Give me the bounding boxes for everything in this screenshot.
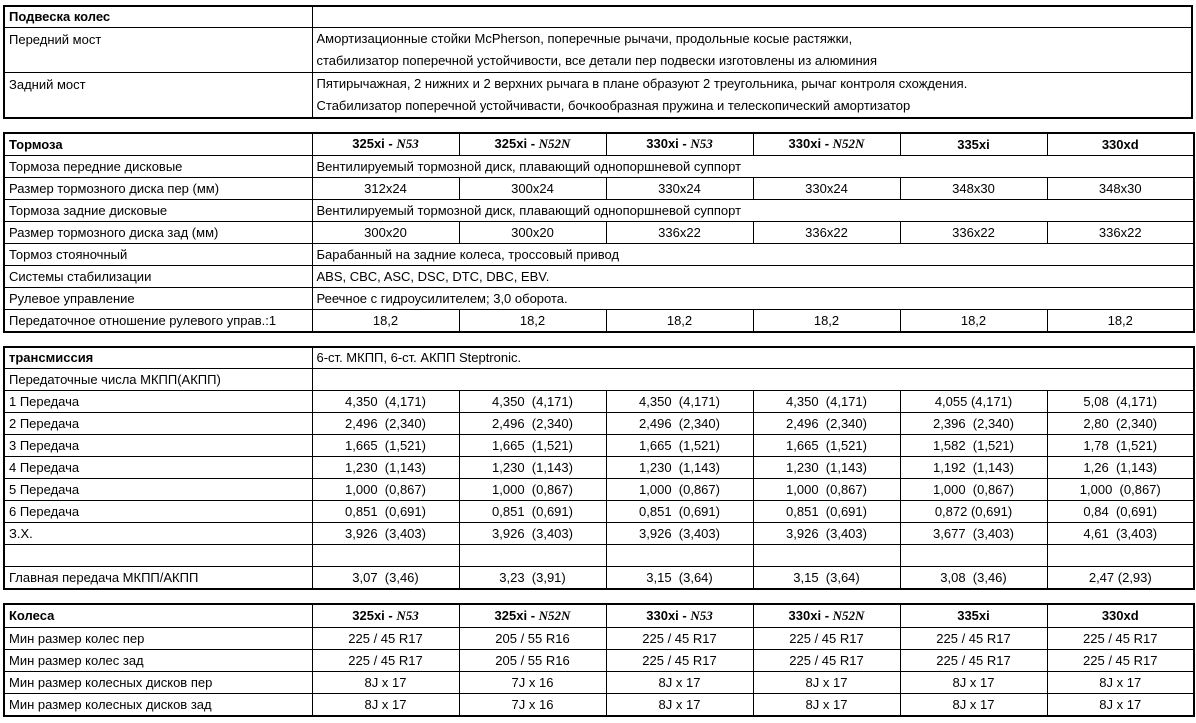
row-label: 3 Передача <box>4 435 312 457</box>
row-value: 1,26 (1,143) <box>1047 457 1194 479</box>
row-value: 8J x 17 <box>606 694 753 716</box>
model-name: 325xi <box>494 607 528 623</box>
row-value: 225 / 45 R17 <box>606 628 753 650</box>
model-separator: - <box>821 607 833 623</box>
row-label: З.Х. <box>4 523 312 545</box>
row-label: 2 Передача <box>4 413 312 435</box>
table-row <box>4 369 1194 391</box>
row-value: 1,582 (1,521) <box>900 435 1047 457</box>
row-value: 225 / 45 R17 <box>753 650 900 672</box>
row-value: 225 / 45 R17 <box>312 628 459 650</box>
table-row <box>4 156 1194 178</box>
model-separator: - <box>527 607 539 623</box>
row-value: 3,926 (3,403) <box>753 523 900 545</box>
row-label: Мин размер колесных дисков пер <box>4 672 312 694</box>
row-value: 1,000 (0,867) <box>1047 479 1194 501</box>
row-value: 0,851 (0,691) <box>312 501 459 523</box>
row-label: Передаточные числа МКПП(АКПП) <box>4 369 312 391</box>
table-row <box>4 200 1194 222</box>
model-name: 330xi <box>646 136 679 152</box>
row-value: 225 / 45 R17 <box>900 628 1047 650</box>
row-value: 1,000 (0,867) <box>606 479 753 501</box>
row-value: 18,2 <box>459 310 606 332</box>
model-name: 330xd <box>1101 608 1139 624</box>
row-value: 2,496 (2,340) <box>753 413 900 435</box>
row-value: 4,350 (4,171) <box>606 391 753 413</box>
row-value: 1,230 (1,143) <box>459 457 606 479</box>
model-column-header <box>606 604 753 628</box>
model-column-header <box>753 133 900 156</box>
row-value: 300x20 <box>459 222 606 244</box>
table-row <box>4 650 1194 672</box>
row-value: 0,851 (0,691) <box>606 501 753 523</box>
row-span-value <box>312 369 1194 391</box>
model-column-header <box>1047 133 1194 156</box>
row-value: 336x22 <box>753 222 900 244</box>
row-value: 8J x 17 <box>312 672 459 694</box>
table-transmission <box>3 346 1195 590</box>
row-value <box>753 545 900 567</box>
row-value: 3,677 (3,403) <box>900 523 1047 545</box>
section-header-row <box>4 604 1194 628</box>
engine-code: N52N <box>832 607 865 623</box>
transmission-type: 6-ст. МКПП, 6-ст. АКПП Steptronic. <box>312 347 1194 369</box>
row-label: 5 Передача <box>4 479 312 501</box>
row-label: Мин размер колес зад <box>4 650 312 672</box>
row-label: Мин размер колес пер <box>4 628 312 650</box>
engine-code: N53 <box>690 607 713 623</box>
model-name: 325xi <box>494 136 528 152</box>
row-value: 1,230 (1,143) <box>312 457 459 479</box>
text-line: Амортизационные стойки McPherson, поперечные рычачи, продольные косые растяжки, <box>316 30 853 46</box>
row-label: Системы стабилизации <box>4 266 312 288</box>
row-value: 8J x 17 <box>1047 672 1194 694</box>
row-label: Рулевое управление <box>4 288 312 310</box>
row-value: 8J x 17 <box>900 672 1047 694</box>
row-value: 205 / 55 R16 <box>459 628 606 650</box>
section-header-row <box>4 133 1194 156</box>
row-value: 3,926 (3,403) <box>459 523 606 545</box>
model-column-header <box>900 604 1047 628</box>
row-value: 300x24 <box>459 178 606 200</box>
table-row <box>4 435 1194 457</box>
section-header-row <box>4 347 1194 369</box>
row-value: 2,80 (2,340) <box>1047 413 1194 435</box>
row-span-value: ABS, CBC, ASC, DSC, DTC, DBC, EBV. <box>312 266 1194 288</box>
row-value: 205 / 55 R16 <box>459 650 606 672</box>
row-label: Тормоза передние дисковые <box>4 156 312 178</box>
row-value: 4,350 (4,171) <box>459 391 606 413</box>
engine-code: N52N <box>832 136 865 152</box>
row-value: 225 / 45 R17 <box>312 650 459 672</box>
row-value: 0,851 (0,691) <box>459 501 606 523</box>
table-row <box>4 523 1194 545</box>
row-label <box>4 545 312 567</box>
model-separator: - <box>821 136 833 152</box>
row-label: Тормоза задние дисковые <box>4 200 312 222</box>
row-value: 5,08 (4,171) <box>1047 391 1194 413</box>
text-line: стабилизатор поперечной устойчивости, все детали пер подвески изготовлены из алюминия <box>316 52 877 68</box>
table-row <box>4 391 1194 413</box>
table-row <box>4 628 1194 650</box>
row-text-cell <box>312 27 1192 72</box>
row-value: 3,07 (3,46) <box>312 567 459 589</box>
engine-code: N53 <box>396 136 419 152</box>
section-header-row <box>4 6 1192 27</box>
text-line: Пятирычажная, 2 нижних и 2 верхних рычага в плане образуют 2 треугольника, рычаг контроля схождения. <box>316 75 968 91</box>
row-value: 330x24 <box>753 178 900 200</box>
row-value: 0,84 (0,691) <box>1047 501 1194 523</box>
row-value: 225 / 45 R17 <box>753 628 900 650</box>
text-line: Стабилизатор поперечной устойчивасти, бочкообразная пружина и телескопический амортизатор <box>316 97 911 113</box>
model-column-header <box>606 133 753 156</box>
row-value: 336x22 <box>606 222 753 244</box>
table-row <box>4 178 1194 200</box>
row-value: 2,496 (2,340) <box>459 413 606 435</box>
row-value: 8J x 17 <box>606 672 753 694</box>
row-value: 225 / 45 R17 <box>606 650 753 672</box>
row-span-value: Барабанный на задние колеса, троссовый привод <box>312 244 1194 266</box>
row-value: 3,926 (3,403) <box>312 523 459 545</box>
row-value: 1,230 (1,143) <box>606 457 753 479</box>
row-label: Размер тормозного диска пер (мм) <box>4 178 312 200</box>
engine-code: N53 <box>690 136 713 152</box>
row-value: 336x22 <box>900 222 1047 244</box>
table-row <box>4 479 1194 501</box>
engine-code: N53 <box>396 607 419 623</box>
model-column-header <box>459 604 606 628</box>
row-value: 225 / 45 R17 <box>900 650 1047 672</box>
row-value: 1,000 (0,867) <box>459 479 606 501</box>
row-value: 1,000 (0,867) <box>753 479 900 501</box>
row-value: 8J x 17 <box>312 694 459 716</box>
row-value: 300x20 <box>312 222 459 244</box>
row-value: 348x30 <box>900 178 1047 200</box>
row-value: 2,496 (2,340) <box>606 413 753 435</box>
table-row <box>4 244 1194 266</box>
row-value <box>312 545 459 567</box>
row-value: 336x22 <box>1047 222 1194 244</box>
row-value: 4,055 (4,171) <box>900 391 1047 413</box>
row-value: 1,665 (1,521) <box>606 435 753 457</box>
row-value: 1,665 (1,521) <box>459 435 606 457</box>
row-value: 1,000 (0,867) <box>312 479 459 501</box>
model-separator: - <box>678 136 691 152</box>
table-brakes <box>3 132 1195 333</box>
row-value: 2,496 (2,340) <box>312 413 459 435</box>
model-name: 330xi <box>646 607 679 623</box>
row-value: 1,192 (1,143) <box>900 457 1047 479</box>
table-row <box>4 694 1194 716</box>
row-value: 1,230 (1,143) <box>753 457 900 479</box>
model-name: 330xd <box>1101 136 1139 152</box>
row-value: 3,926 (3,403) <box>606 523 753 545</box>
row-value: 225 / 45 R17 <box>1047 650 1194 672</box>
model-column-header <box>459 133 606 156</box>
model-separator: - <box>527 136 539 152</box>
row-label: Мин размер колесных дисков зад <box>4 694 312 716</box>
table-row <box>4 310 1194 332</box>
table-row <box>4 457 1194 479</box>
row-value: 1,665 (1,521) <box>312 435 459 457</box>
section-title: Тормоза <box>4 133 312 156</box>
row-span-value: Реечное с гидроусилителем; 3,0 оборота. <box>312 288 1194 310</box>
row-value <box>606 545 753 567</box>
table-row <box>4 545 1194 567</box>
model-name: 335xi <box>957 136 990 152</box>
row-label: Главная передача МКПП/АКПП <box>4 567 312 589</box>
row-value: 330x24 <box>606 178 753 200</box>
row-label: 4 Передача <box>4 457 312 479</box>
row-label: Передаточное отношение рулевого управ.:1 <box>4 310 312 332</box>
model-column-header <box>312 133 459 156</box>
row-label: Размер тормозного диска зад (мм) <box>4 222 312 244</box>
table-row <box>4 501 1194 523</box>
section-title: Колеса <box>4 604 312 628</box>
row-value: 312x24 <box>312 178 459 200</box>
row-text-cell <box>312 72 1192 118</box>
model-column-header <box>900 133 1047 156</box>
row-value: 18,2 <box>606 310 753 332</box>
engine-code: N52N <box>538 136 571 152</box>
row-value: 4,61 (3,403) <box>1047 523 1194 545</box>
table-suspension <box>3 5 1193 119</box>
row-label: Задний мост <box>4 72 312 118</box>
row-value: 225 / 45 R17 <box>1047 628 1194 650</box>
row-value: 8J x 17 <box>900 694 1047 716</box>
spec-tables-container <box>3 5 1193 717</box>
model-column-header <box>753 604 900 628</box>
model-column-header <box>1047 604 1194 628</box>
model-name: 325xi <box>352 607 385 623</box>
row-value: 8J x 17 <box>753 672 900 694</box>
row-label: Передний мост <box>4 27 312 72</box>
model-separator: - <box>678 607 691 623</box>
engine-code: N52N <box>538 607 571 623</box>
model-separator: - <box>384 136 397 152</box>
table-row <box>4 672 1194 694</box>
row-value <box>459 545 606 567</box>
row-value: 18,2 <box>753 310 900 332</box>
row-value: 1,78 (1,521) <box>1047 435 1194 457</box>
row-value: 1,000 (0,867) <box>900 479 1047 501</box>
model-name: 325xi <box>352 136 385 152</box>
model-name: 335xi <box>957 608 990 624</box>
model-name: 330xi <box>788 607 822 623</box>
table-row <box>4 72 1192 118</box>
row-value: 3,23 (3,91) <box>459 567 606 589</box>
row-value <box>900 545 1047 567</box>
row-value: 1,665 (1,521) <box>753 435 900 457</box>
table-row <box>4 222 1194 244</box>
model-name: 330xi <box>788 136 822 152</box>
row-value: 2,47 (2,93) <box>1047 567 1194 589</box>
row-value: 0,851 (0,691) <box>753 501 900 523</box>
row-value: 18,2 <box>900 310 1047 332</box>
row-value: 8J x 17 <box>753 694 900 716</box>
row-label: 6 Передача <box>4 501 312 523</box>
model-column-header <box>312 604 459 628</box>
table-row <box>4 567 1194 589</box>
table-row <box>4 27 1192 72</box>
header-empty-cell <box>312 6 1192 27</box>
row-label: 1 Передача <box>4 391 312 413</box>
row-value: 7J x 16 <box>459 672 606 694</box>
row-value: 348x30 <box>1047 178 1194 200</box>
row-value <box>1047 545 1194 567</box>
row-value: 2,396 (2,340) <box>900 413 1047 435</box>
table-row <box>4 413 1194 435</box>
row-span-value: Вентилируемый тормозной диск, плавающий однопоршневой суппорт <box>312 200 1194 222</box>
row-value: 3,08 (3,46) <box>900 567 1047 589</box>
row-value: 7J x 16 <box>459 694 606 716</box>
row-value: 4,350 (4,171) <box>753 391 900 413</box>
row-value: 3,15 (3,64) <box>753 567 900 589</box>
row-value: 3,15 (3,64) <box>606 567 753 589</box>
row-value: 18,2 <box>312 310 459 332</box>
table-wheels <box>3 603 1195 717</box>
row-value: 18,2 <box>1047 310 1194 332</box>
model-separator: - <box>384 607 397 623</box>
table-row <box>4 288 1194 310</box>
row-span-value: Вентилируемый тормозной диск, плавающий однопоршневой суппорт <box>312 156 1194 178</box>
row-label: Тормоз стояночный <box>4 244 312 266</box>
row-value: 4,350 (4,171) <box>312 391 459 413</box>
section-title: трансмиссия <box>4 347 312 369</box>
row-value: 8J x 17 <box>1047 694 1194 716</box>
table-row <box>4 266 1194 288</box>
row-value: 0,872 (0,691) <box>900 501 1047 523</box>
section-title: Подвеска колес <box>4 6 312 27</box>
